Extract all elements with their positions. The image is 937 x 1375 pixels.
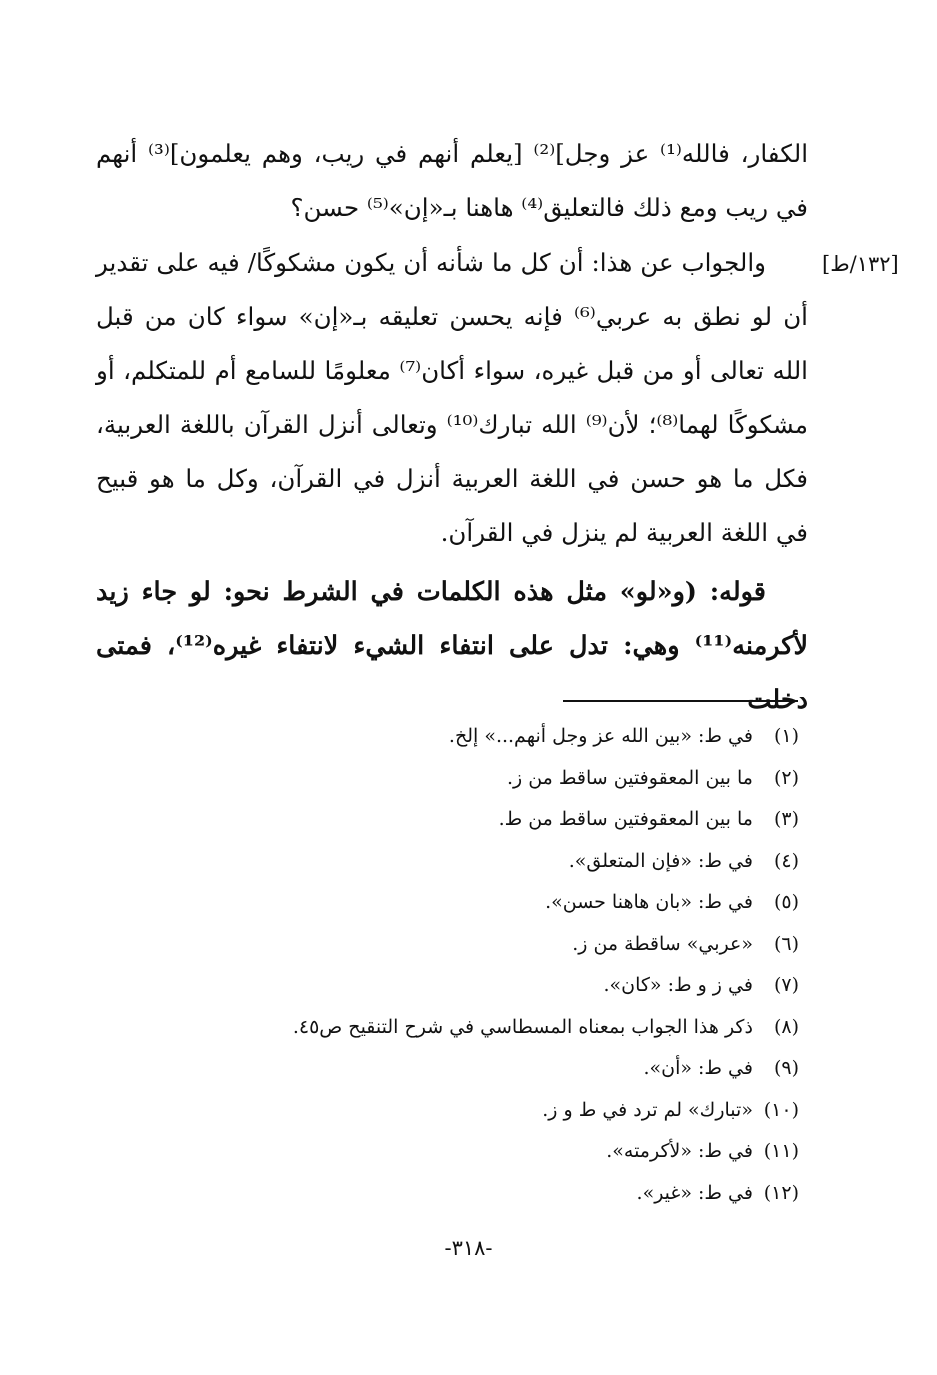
paragraph-2 (96, 236, 808, 560)
paragraph-1 (96, 127, 808, 235)
footnote-text: «تبارك» لم ترد في ط و ز. (542, 1098, 753, 1121)
footnote-number: (٩) (773, 1057, 799, 1079)
footnote-text: في ط: «لأكرمته». (606, 1140, 753, 1162)
footnote-item (200, 1090, 799, 1132)
paragraph-text: والجواب عن هذا: أن كل ما شأنه أن يكون مشكوكًا/ فيه على تقدير أن لو نطق به عربي⁽⁶⁾ فإنه يحسن تعليقه بـ«إن» سواء كان من قبل الله تعالى أو من قبل غيره، سواء أكان⁽⁷⁾ معلومًا للسامع أم للمتكلم، أو مشكوكًا لهما⁽⁸⁾؛ لأن⁽⁹⁾ الله تبارك⁽¹⁰⁾ وتعالى أنزل القرآن باللغة العربية، فكل ما هو حسن في اللغة العربية أنزل في القرآن، وكل ما هو قبيح في اللغة العربية لم ينزل في القرآن. (96, 248, 808, 547)
footnote-number: (١١) (763, 1140, 799, 1162)
footnote-item (200, 1007, 799, 1049)
manuscript-folio-marker: [١٣٢/ط] (822, 252, 899, 276)
footnote-number: (٥) (773, 891, 799, 913)
footnote-item (200, 965, 799, 1007)
footnote-text: في ط: «أن». (643, 1057, 753, 1079)
footnote-item (200, 882, 799, 924)
footnote-number: (١) (773, 725, 799, 747)
footnote-separator (563, 700, 798, 702)
footnote-item (200, 1048, 799, 1090)
footnote-number: (٢) (773, 766, 799, 789)
footnote-text: «عربي» ساقطة من ز. (572, 932, 753, 955)
footnote-text: في ط: «بين الله عز وجل أنهم...» إلخ. (448, 725, 753, 747)
footnote-text: ما بين المعقوفتين ساقط من ز. (506, 766, 753, 789)
footnote-item (200, 716, 799, 758)
footnote-number: (٤) (773, 849, 799, 872)
footnote-item (200, 799, 799, 841)
footnote-number: (٦) (773, 932, 799, 955)
paragraph-text: الكفار، فالله⁽¹⁾ عز وجل]⁽²⁾ [يعلم أنهم في ريب، وهم يعلمون]⁽³⁾ أنهم في ريب ومع ذلك فالتعليق⁽⁴⁾ هاهنا بـ«إن»⁽⁵⁾ حسن؟ (96, 139, 808, 222)
footnotes-list (200, 716, 799, 1214)
footnote-number: (٨) (773, 1015, 799, 1038)
footnote-item (200, 841, 799, 883)
footnote-text: في ط: «غير». (636, 1181, 753, 1204)
paragraph-3-bold-quote (96, 565, 808, 727)
footnote-item (200, 1173, 799, 1215)
footnote-number: (٧) (773, 974, 799, 996)
footnote-item (200, 1131, 799, 1173)
footnote-number: (٣) (773, 808, 799, 830)
footnote-item (200, 924, 799, 966)
footnote-item (200, 758, 799, 800)
footnote-text: ذكر هذا الجواب بمعناه المسطاسي في شرح التنقيح ص٤٥. (292, 1015, 753, 1038)
footnote-text: في ز و ط: «كان». (603, 974, 753, 996)
paragraph-text: قوله: (و«لو» مثل هذه الكلمات في الشرط نحو: لو جاء زيد لأكرمنه⁽¹¹⁾ وهي: تدل على انتفاء الشيء لانتفاء غيره⁽¹²⁾، فمتى دخلت (96, 577, 808, 715)
footnote-text: في ط: «بان هاهنا حسن». (545, 891, 753, 913)
page-number: -٣١٨- (444, 1236, 493, 1260)
footnote-text: في ط: «فإن المتعلق». (568, 849, 753, 872)
footnote-text: ما بين المعقوفتين ساقط من ط. (498, 808, 753, 830)
footnote-number: (١٢) (763, 1181, 799, 1204)
footnote-number: (١٠) (763, 1098, 799, 1121)
